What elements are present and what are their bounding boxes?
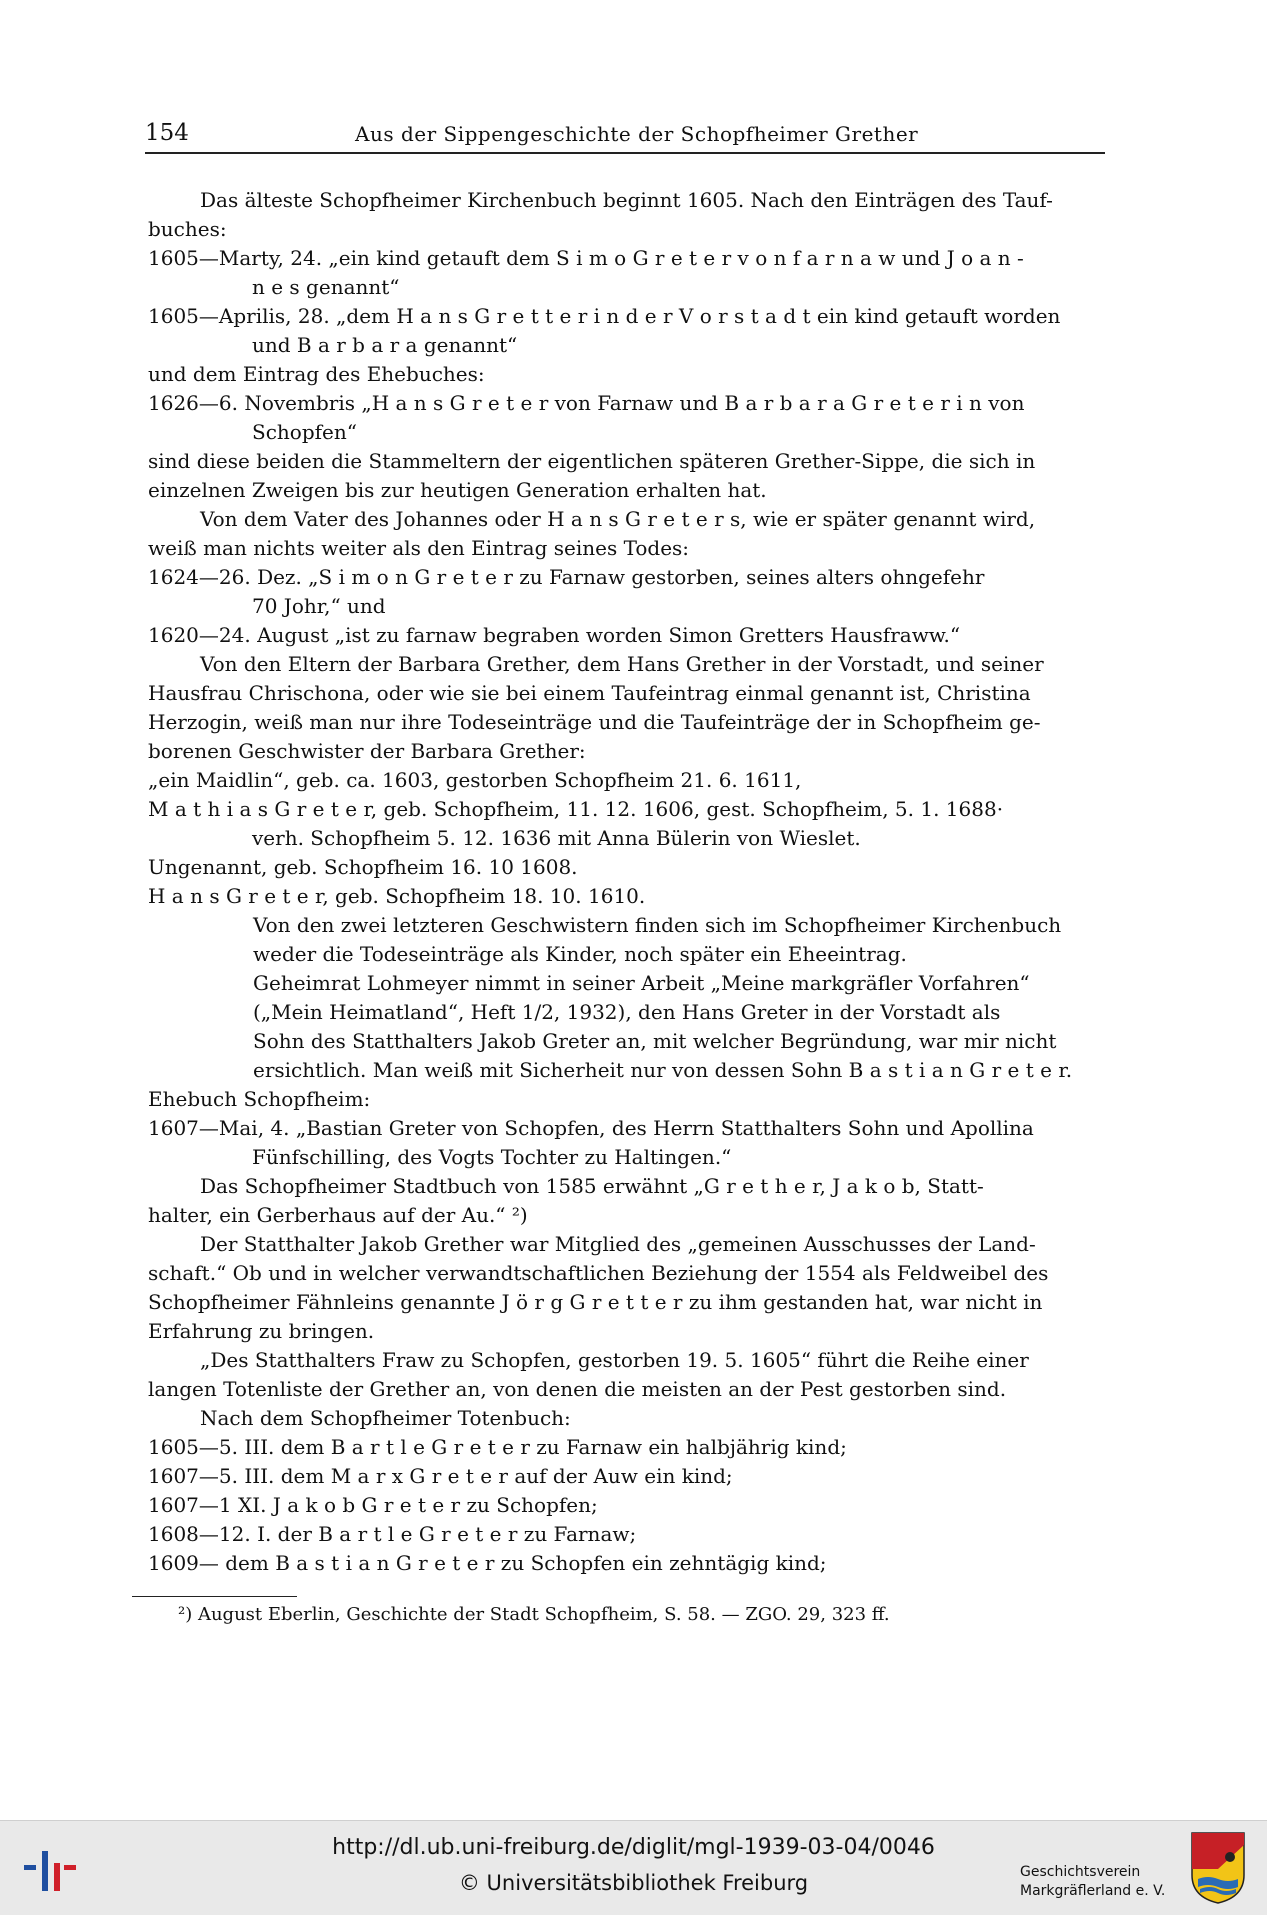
text-line: „ein Maidlin“, geb. ca. 1603, gestorben Schopfheim 21. 6. 1611, [148, 768, 802, 792]
text-line: „Des Statthalters Fraw zu Schopfen, gestorben 19. 5. 1605“ führt die Reihe einer [200, 1348, 1029, 1372]
text-line: weiß man nichts weiter als den Eintrag seines Todes: [148, 536, 690, 560]
text-line: schaft.“ Ob und in welcher verwandtschaftlichen Beziehung der 1554 als Feldweibel des [148, 1261, 1049, 1285]
society-name[interactable] [1020, 1863, 1180, 1901]
text-line: Fünfschilling, des Vogts Tochter zu Haltingen.“ [252, 1145, 732, 1169]
text-line: 1607—1 XI. J a k o b G r e t e r zu Schopfen; [148, 1493, 598, 1517]
text-line: Schopfheimer Fähnleins genannte J ö r g G r e t t e r zu ihm gestanden hat, war nicht in [148, 1290, 1043, 1314]
coat-of-arms-icon[interactable] [1190, 1831, 1246, 1905]
text-line: Schopfen“ [252, 420, 357, 444]
text-line: Das Schopfheimer Stadtbuch von 1585 erwähnt „G r e t h e r, J a k o b, Statt- [200, 1174, 984, 1198]
text-line: 70 Johr,“ und [252, 594, 386, 618]
text-line: 1605—5. III. dem B a r t l e G r e t e r zu Farnaw ein halbjährig kind; [148, 1435, 847, 1459]
text-line: n e s genannt“ [252, 275, 400, 299]
copyright-notice: © Universitätsbibliothek Freiburg [458, 1871, 809, 1895]
text-line: M a t h i a s G r e t e r, geb. Schopfheim, 11. 12. 1606, gest. Schopfheim, 5. 1. 1688· [148, 797, 1004, 821]
text-line: („Mein Heimatland“, Heft 1/2, 1932), den Hans Greter in der Vorstadt als [253, 1000, 1001, 1024]
text-line: Ungenannt, geb. Schopfheim 16. 10 1608. [148, 855, 578, 879]
text-line: sind diese beiden die Stammeltern der eigentlichen späteren Grether-Sippe, die sich in [148, 449, 1036, 473]
text-line: 1624—26. Dez. „S i m o n G r e t e r zu Farnaw gestorben, seines alters ohngefehr [148, 565, 985, 589]
text-line: Von den zwei letzteren Geschwistern finden sich im Schopfheimer Kirchenbuch [253, 913, 1062, 937]
text-line: buches: [148, 217, 227, 241]
viewer-footer [0, 1820, 1267, 1915]
running-title: Aus der Sippengeschichte der Schopfheimer Grether [355, 122, 919, 146]
text-line: 1626—6. Novembris „H a n s G r e t e r von Farnaw und B a r b a r a G r e t e r i n von [148, 391, 1025, 415]
page-number: 154 [145, 120, 189, 146]
text-line: 1607—Mai, 4. „Bastian Greter von Schopfen, des Herrn Statthalters Sohn und Apollina [148, 1116, 1034, 1140]
text-line: Sohn des Statthalters Jakob Greter an, mit welcher Begründung, war mir nicht [253, 1029, 1057, 1053]
permalink-url[interactable]: http://dl.ub.uni-freiburg.de/diglit/mgl-1939-03-04/0046 [332, 1835, 935, 1860]
text-line: Erfahrung zu bringen. [148, 1319, 375, 1343]
text-line: borenen Geschwister der Barbara Grether: [148, 739, 586, 763]
text-line: weder die Todeseinträge als Kinder, noch später ein Eheeintrag. [253, 942, 907, 966]
text-line: ersichtlich. Man weiß mit Sicherheit nur von dessen Sohn B a s t i a n G r e t e r. [253, 1058, 1073, 1082]
text-line: Herzogin, weiß man nur ihre Todeseinträge und die Taufeinträge der in Schopfheim ge- [148, 710, 1041, 734]
text-line: Von den Eltern der Barbara Grether, dem Hans Grether in der Vorstadt, und seiner [200, 652, 1044, 676]
footnote-divider [132, 1596, 297, 1597]
text-line: Das älteste Schopfheimer Kirchenbuch beginnt 1605. Nach den Einträgen des Tauf- [200, 188, 1053, 212]
text-line: H a n s G r e t e r, geb. Schopfheim 18. 10. 1610. [148, 884, 646, 908]
text-line: 1605—Marty, 24. „ein kind getauft dem S i m o G r e t e r v o n f a r n a w und J o a n - [148, 246, 1024, 270]
text-line: 1607—5. III. dem M a r x G r e t e r auf der Auw ein kind; [148, 1464, 733, 1488]
footnote: ²) August Eberlin, Geschichte der Stadt Schopfheim, S. 58. — ZGO. 29, 323 ff. [178, 1604, 890, 1625]
text-line: und B a r b a r a genannt“ [252, 333, 518, 357]
text-line: Ehebuch Schopfheim: [148, 1087, 371, 1111]
society-name-line2: Markgräflerland e. V. [1020, 1883, 1166, 1899]
text-line: Nach dem Schopfheimer Totenbuch: [200, 1406, 571, 1430]
text-line: 1620—24. August „ist zu farnaw begraben worden Simon Gretters Hausfraww.“ [148, 623, 961, 647]
text-line: 1609— dem B a s t i a n G r e t e r zu Schopfen ein zehntägig kind; [148, 1551, 827, 1575]
text-line: 1605—Aprilis, 28. „dem H a n s G r e t t e r i n d e r V o r s t a d t ein kind getauft worden [148, 304, 1061, 328]
text-line: langen Totenliste der Grether an, von denen die meisten an der Pest gestorben sind. [148, 1377, 1007, 1401]
text-line: verh. Schopfheim 5. 12. 1636 mit Anna Bülerin von Wieslet. [252, 826, 861, 850]
text-line: einzelnen Zweigen bis zur heutigen Generation erhalten hat. [148, 478, 767, 502]
text-line: Der Statthalter Jakob Grether war Mitglied des „gemeinen Ausschusses der Land- [200, 1232, 1036, 1256]
text-line: Hausfrau Chrischona, oder wie sie bei einem Taufeintrag einmal genannt ist, Christina [148, 681, 1031, 705]
text-line: Von dem Vater des Johannes oder H a n s G r e t e r s, wie er später genannt wird, [200, 507, 1036, 531]
text-line: Geheimrat Lohmeyer nimmt in seiner Arbeit „Meine markgräfler Vorfahren“ [253, 971, 1030, 995]
text-line: 1608—12. I. der B a r t l e G r e t e r zu Farnaw; [148, 1522, 637, 1546]
society-name-line1: Geschichtsverein [1020, 1864, 1141, 1880]
text-line: und dem Eintrag des Ehebuches: [148, 362, 485, 386]
page-header [145, 120, 1105, 154]
body-text [148, 186, 1113, 1578]
text-line: halter, ein Gerberhaus auf der Au.“ ²) [148, 1203, 528, 1227]
